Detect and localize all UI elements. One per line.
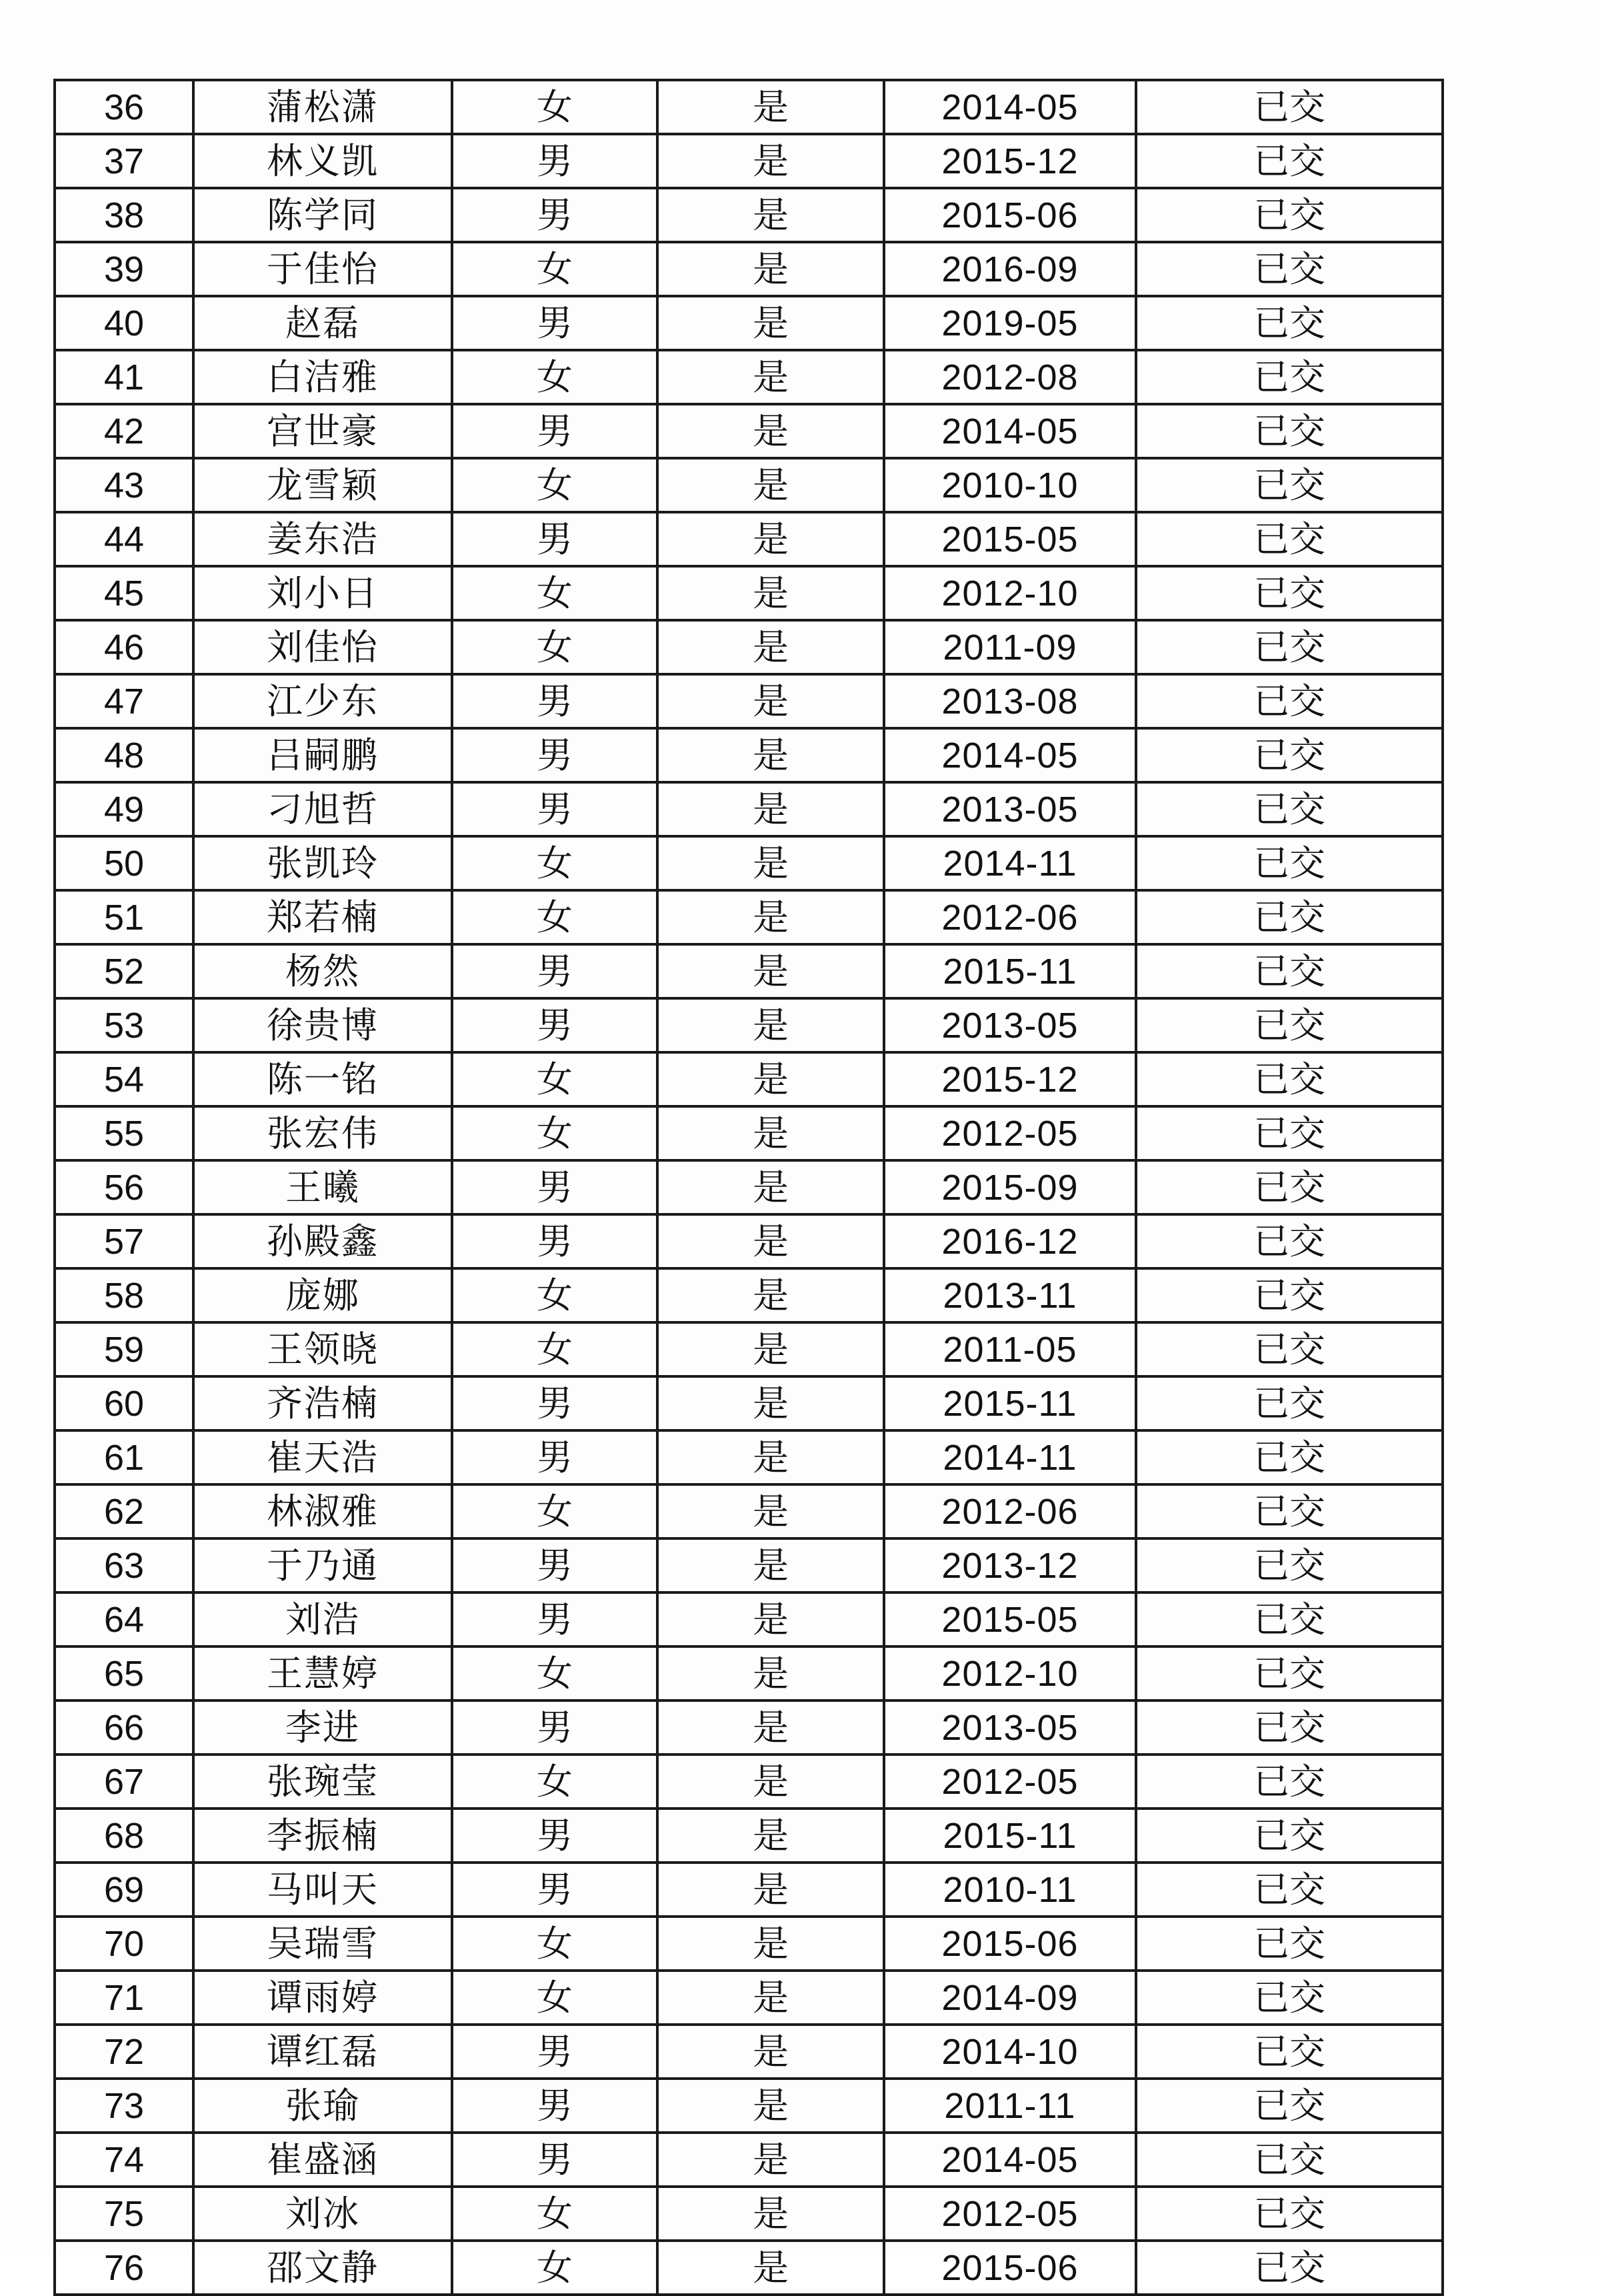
date-cell: 2015-11: [884, 944, 1136, 998]
date-cell: 2014-11: [884, 836, 1136, 890]
date-cell: 2011-09: [884, 620, 1136, 674]
flag-cell: 是: [657, 836, 884, 890]
flag-cell: 是: [657, 1538, 884, 1592]
status-cell: 已交: [1136, 1484, 1443, 1538]
status-cell: 已交: [1136, 458, 1443, 512]
date-cell: 2014-09: [884, 1971, 1136, 2025]
status-cell: 已交: [1136, 1160, 1443, 1214]
person-name: 王曦: [193, 1160, 452, 1214]
row-number: 66: [55, 1700, 193, 1755]
row-number: 63: [55, 1538, 193, 1592]
row-number: 74: [55, 2133, 193, 2187]
gender-cell: 男: [452, 998, 657, 1052]
person-name: 谭红磊: [193, 2025, 452, 2079]
person-name: 庞娜: [193, 1268, 452, 1322]
roster-table-body: [55, 80, 1443, 2295]
table-row: [55, 1106, 1443, 1160]
gender-cell: 女: [452, 566, 657, 620]
row-number: 39: [55, 242, 193, 296]
table-row: [55, 80, 1443, 134]
date-cell: 2012-05: [884, 1755, 1136, 1809]
date-cell: 2012-08: [884, 350, 1136, 404]
flag-cell: 是: [657, 1700, 884, 1755]
row-number: 49: [55, 782, 193, 836]
table-row: [55, 296, 1443, 350]
table-row: [55, 2187, 1443, 2241]
status-cell: 已交: [1136, 1700, 1443, 1755]
row-number: 68: [55, 1809, 193, 1863]
date-cell: 2012-06: [884, 890, 1136, 944]
person-name: 孙殿鑫: [193, 1214, 452, 1268]
status-cell: 已交: [1136, 1863, 1443, 1917]
person-name: 陈一铭: [193, 1052, 452, 1106]
row-number: 70: [55, 1917, 193, 1971]
status-cell: 已交: [1136, 404, 1443, 458]
table-row: [55, 188, 1443, 242]
person-name: 李进: [193, 1700, 452, 1755]
flag-cell: 是: [657, 1484, 884, 1538]
gender-cell: 女: [452, 2187, 657, 2241]
date-cell: 2012-05: [884, 2187, 1136, 2241]
person-name: 李振楠: [193, 1809, 452, 1863]
date-cell: 2015-05: [884, 512, 1136, 566]
row-number: 69: [55, 1863, 193, 1917]
row-number: 53: [55, 998, 193, 1052]
table-row: [55, 1484, 1443, 1538]
table-row: [55, 1160, 1443, 1214]
status-cell: 已交: [1136, 1809, 1443, 1863]
date-cell: 2013-05: [884, 782, 1136, 836]
person-name: 刘冰: [193, 2187, 452, 2241]
row-number: 72: [55, 2025, 193, 2079]
table-row: [55, 1268, 1443, 1322]
flag-cell: 是: [657, 620, 884, 674]
person-name: 刘浩: [193, 1592, 452, 1646]
table-row: [55, 890, 1443, 944]
person-name: 徐贵博: [193, 998, 452, 1052]
status-cell: 已交: [1136, 1917, 1443, 1971]
flag-cell: 是: [657, 1430, 884, 1484]
row-number: 55: [55, 1106, 193, 1160]
table-row: [55, 1917, 1443, 1971]
status-cell: 已交: [1136, 350, 1443, 404]
row-number: 36: [55, 80, 193, 134]
row-number: 54: [55, 1052, 193, 1106]
gender-cell: 女: [452, 1646, 657, 1700]
gender-cell: 男: [452, 1430, 657, 1484]
row-number: 48: [55, 728, 193, 782]
person-name: 邵文静: [193, 2241, 452, 2295]
gender-cell: 男: [452, 1538, 657, 1592]
date-cell: 2014-05: [884, 80, 1136, 134]
row-number: 38: [55, 188, 193, 242]
status-cell: 已交: [1136, 890, 1443, 944]
person-name: 刁旭哲: [193, 782, 452, 836]
table-row: [55, 2241, 1443, 2295]
table-row: [55, 782, 1443, 836]
row-number: 65: [55, 1646, 193, 1700]
date-cell: 2013-08: [884, 674, 1136, 728]
date-cell: 2015-12: [884, 134, 1136, 188]
flag-cell: 是: [657, 2079, 884, 2133]
flag-cell: 是: [657, 1971, 884, 2025]
table-row: [55, 1592, 1443, 1646]
table-row: [55, 1755, 1443, 1809]
person-name: 马叫天: [193, 1863, 452, 1917]
table-row: [55, 1214, 1443, 1268]
row-number: 76: [55, 2241, 193, 2295]
flag-cell: 是: [657, 1809, 884, 1863]
person-name: 陈学同: [193, 188, 452, 242]
table-row: [55, 1376, 1443, 1430]
table-row: [55, 1971, 1443, 2025]
flag-cell: 是: [657, 1160, 884, 1214]
flag-cell: 是: [657, 2187, 884, 2241]
flag-cell: 是: [657, 2241, 884, 2295]
gender-cell: 女: [452, 1755, 657, 1809]
status-cell: 已交: [1136, 944, 1443, 998]
date-cell: 2016-09: [884, 242, 1136, 296]
row-number: 73: [55, 2079, 193, 2133]
date-cell: 2015-09: [884, 1160, 1136, 1214]
flag-cell: 是: [657, 1863, 884, 1917]
person-name: 郑若楠: [193, 890, 452, 944]
flag-cell: 是: [657, 1106, 884, 1160]
person-name: 崔天浩: [193, 1430, 452, 1484]
gender-cell: 男: [452, 1592, 657, 1646]
table-row: [55, 242, 1443, 296]
person-name: 江少东: [193, 674, 452, 728]
table-row: [55, 134, 1443, 188]
table-row: [55, 1646, 1443, 1700]
gender-cell: 男: [452, 2133, 657, 2187]
row-number: 60: [55, 1376, 193, 1430]
person-name: 刘小日: [193, 566, 452, 620]
status-cell: 已交: [1136, 728, 1443, 782]
flag-cell: 是: [657, 2133, 884, 2187]
row-number: 47: [55, 674, 193, 728]
flag-cell: 是: [657, 512, 884, 566]
person-name: 赵磊: [193, 296, 452, 350]
status-cell: 已交: [1136, 188, 1443, 242]
date-cell: 2016-12: [884, 1214, 1136, 1268]
person-name: 姜东浩: [193, 512, 452, 566]
gender-cell: 男: [452, 188, 657, 242]
status-cell: 已交: [1136, 1322, 1443, 1376]
flag-cell: 是: [657, 1755, 884, 1809]
table-row: [55, 998, 1443, 1052]
status-cell: 已交: [1136, 2187, 1443, 2241]
row-number: 51: [55, 890, 193, 944]
table-row: [55, 1052, 1443, 1106]
status-cell: 已交: [1136, 782, 1443, 836]
row-number: 57: [55, 1214, 193, 1268]
table-row: [55, 1430, 1443, 1484]
row-number: 64: [55, 1592, 193, 1646]
status-cell: 已交: [1136, 296, 1443, 350]
person-name: 白洁雅: [193, 350, 452, 404]
date-cell: 2012-06: [884, 1484, 1136, 1538]
gender-cell: 男: [452, 2079, 657, 2133]
person-name: 刘佳怡: [193, 620, 452, 674]
status-cell: 已交: [1136, 2025, 1443, 2079]
flag-cell: 是: [657, 188, 884, 242]
table-row: [55, 944, 1443, 998]
date-cell: 2010-11: [884, 1863, 1136, 1917]
row-number: 46: [55, 620, 193, 674]
table-row: [55, 1809, 1443, 1863]
row-number: 58: [55, 1268, 193, 1322]
table-row: [55, 620, 1443, 674]
flag-cell: 是: [657, 296, 884, 350]
flag-cell: 是: [657, 1917, 884, 1971]
table-row: [55, 1700, 1443, 1755]
row-number: 45: [55, 566, 193, 620]
row-number: 41: [55, 350, 193, 404]
person-name: 王领晓: [193, 1322, 452, 1376]
status-cell: 已交: [1136, 1214, 1443, 1268]
row-number: 40: [55, 296, 193, 350]
date-cell: 2015-05: [884, 1592, 1136, 1646]
gender-cell: 女: [452, 2241, 657, 2295]
flag-cell: 是: [657, 134, 884, 188]
gender-cell: 男: [452, 1863, 657, 1917]
person-name: 龙雪颖: [193, 458, 452, 512]
status-cell: 已交: [1136, 512, 1443, 566]
status-cell: 已交: [1136, 242, 1443, 296]
date-cell: 2010-10: [884, 458, 1136, 512]
date-cell: 2011-05: [884, 1322, 1136, 1376]
date-cell: 2012-10: [884, 1646, 1136, 1700]
flag-cell: 是: [657, 350, 884, 404]
date-cell: 2019-05: [884, 296, 1136, 350]
status-cell: 已交: [1136, 1538, 1443, 1592]
row-number: 37: [55, 134, 193, 188]
table-row: [55, 728, 1443, 782]
gender-cell: 女: [452, 80, 657, 134]
table-row: [55, 512, 1443, 566]
table-row: [55, 2025, 1443, 2079]
person-name: 张琬莹: [193, 1755, 452, 1809]
gender-cell: 男: [452, 134, 657, 188]
status-cell: 已交: [1136, 998, 1443, 1052]
row-number: 44: [55, 512, 193, 566]
date-cell: 2015-11: [884, 1809, 1136, 1863]
gender-cell: 女: [452, 350, 657, 404]
gender-cell: 男: [452, 512, 657, 566]
gender-cell: 女: [452, 836, 657, 890]
table-row: [55, 836, 1443, 890]
row-number: 75: [55, 2187, 193, 2241]
date-cell: 2014-10: [884, 2025, 1136, 2079]
gender-cell: 男: [452, 674, 657, 728]
flag-cell: 是: [657, 1376, 884, 1430]
flag-cell: 是: [657, 1592, 884, 1646]
person-name: 杨然: [193, 944, 452, 998]
table-row: [55, 1322, 1443, 1376]
row-number: 42: [55, 404, 193, 458]
flag-cell: 是: [657, 404, 884, 458]
date-cell: 2013-12: [884, 1538, 1136, 1592]
row-number: 67: [55, 1755, 193, 1809]
status-cell: 已交: [1136, 1971, 1443, 2025]
status-cell: 已交: [1136, 1430, 1443, 1484]
person-name: 宫世豪: [193, 404, 452, 458]
date-cell: 2014-05: [884, 2133, 1136, 2187]
flag-cell: 是: [657, 2025, 884, 2079]
roster-table: [53, 79, 1444, 2296]
gender-cell: 男: [452, 1214, 657, 1268]
flag-cell: 是: [657, 1322, 884, 1376]
gender-cell: 男: [452, 1700, 657, 1755]
gender-cell: 女: [452, 620, 657, 674]
status-cell: 已交: [1136, 1592, 1443, 1646]
date-cell: 2012-05: [884, 1106, 1136, 1160]
table-row: [55, 2079, 1443, 2133]
gender-cell: 女: [452, 1917, 657, 1971]
row-number: 59: [55, 1322, 193, 1376]
status-cell: 已交: [1136, 1646, 1443, 1700]
gender-cell: 男: [452, 1809, 657, 1863]
status-cell: 已交: [1136, 620, 1443, 674]
person-name: 蒲松潇: [193, 80, 452, 134]
table-row: [55, 2133, 1443, 2187]
gender-cell: 女: [452, 1971, 657, 2025]
person-name: 于乃通: [193, 1538, 452, 1592]
flag-cell: 是: [657, 1646, 884, 1700]
flag-cell: 是: [657, 890, 884, 944]
flag-cell: 是: [657, 674, 884, 728]
date-cell: 2014-11: [884, 1430, 1136, 1484]
row-number: 56: [55, 1160, 193, 1214]
status-cell: 已交: [1136, 1106, 1443, 1160]
table-row: [55, 566, 1443, 620]
flag-cell: 是: [657, 80, 884, 134]
flag-cell: 是: [657, 1268, 884, 1322]
date-cell: 2015-12: [884, 1052, 1136, 1106]
table-row: [55, 458, 1443, 512]
person-name: 崔盛涵: [193, 2133, 452, 2187]
gender-cell: 女: [452, 1268, 657, 1322]
date-cell: 2014-05: [884, 728, 1136, 782]
date-cell: 2013-05: [884, 998, 1136, 1052]
person-name: 吴瑞雪: [193, 1917, 452, 1971]
person-name: 吕嗣鹏: [193, 728, 452, 782]
gender-cell: 男: [452, 782, 657, 836]
flag-cell: 是: [657, 782, 884, 836]
flag-cell: 是: [657, 458, 884, 512]
gender-cell: 女: [452, 1106, 657, 1160]
gender-cell: 男: [452, 2025, 657, 2079]
person-name: 于佳怡: [193, 242, 452, 296]
gender-cell: 男: [452, 944, 657, 998]
flag-cell: 是: [657, 1214, 884, 1268]
flag-cell: 是: [657, 1052, 884, 1106]
gender-cell: 男: [452, 728, 657, 782]
gender-cell: 女: [452, 890, 657, 944]
person-name: 张凯玲: [193, 836, 452, 890]
gender-cell: 男: [452, 296, 657, 350]
status-cell: 已交: [1136, 2241, 1443, 2295]
gender-cell: 女: [452, 1052, 657, 1106]
gender-cell: 女: [452, 242, 657, 296]
date-cell: 2014-05: [884, 404, 1136, 458]
date-cell: 2015-06: [884, 188, 1136, 242]
row-number: 52: [55, 944, 193, 998]
date-cell: 2015-11: [884, 1376, 1136, 1430]
flag-cell: 是: [657, 242, 884, 296]
gender-cell: 男: [452, 1160, 657, 1214]
status-cell: 已交: [1136, 566, 1443, 620]
status-cell: 已交: [1136, 1268, 1443, 1322]
table-row: [55, 674, 1443, 728]
table-row: [55, 1863, 1443, 1917]
date-cell: 2012-10: [884, 566, 1136, 620]
flag-cell: 是: [657, 566, 884, 620]
row-number: 62: [55, 1484, 193, 1538]
person-name: 张瑜: [193, 2079, 452, 2133]
flag-cell: 是: [657, 998, 884, 1052]
row-number: 71: [55, 1971, 193, 2025]
status-cell: 已交: [1136, 836, 1443, 890]
gender-cell: 女: [452, 1322, 657, 1376]
flag-cell: 是: [657, 944, 884, 998]
status-cell: 已交: [1136, 674, 1443, 728]
gender-cell: 女: [452, 458, 657, 512]
date-cell: 2013-11: [884, 1268, 1136, 1322]
person-name: 王慧婷: [193, 1646, 452, 1700]
table-row: [55, 1538, 1443, 1592]
person-name: 林义凯: [193, 134, 452, 188]
person-name: 张宏伟: [193, 1106, 452, 1160]
gender-cell: 男: [452, 1376, 657, 1430]
status-cell: 已交: [1136, 1755, 1443, 1809]
person-name: 林淑雅: [193, 1484, 452, 1538]
person-name: 齐浩楠: [193, 1376, 452, 1430]
person-name: 谭雨婷: [193, 1971, 452, 2025]
date-cell: 2015-06: [884, 1917, 1136, 1971]
date-cell: 2013-05: [884, 1700, 1136, 1755]
status-cell: 已交: [1136, 2079, 1443, 2133]
table-row: [55, 350, 1443, 404]
gender-cell: 男: [452, 404, 657, 458]
date-cell: 2011-11: [884, 2079, 1136, 2133]
status-cell: 已交: [1136, 80, 1443, 134]
table-row: [55, 404, 1443, 458]
status-cell: 已交: [1136, 134, 1443, 188]
row-number: 43: [55, 458, 193, 512]
status-cell: 已交: [1136, 1052, 1443, 1106]
gender-cell: 女: [452, 1484, 657, 1538]
date-cell: 2015-06: [884, 2241, 1136, 2295]
flag-cell: 是: [657, 728, 884, 782]
status-cell: 已交: [1136, 2133, 1443, 2187]
row-number: 50: [55, 836, 193, 890]
status-cell: 已交: [1136, 1376, 1443, 1430]
row-number: 61: [55, 1430, 193, 1484]
